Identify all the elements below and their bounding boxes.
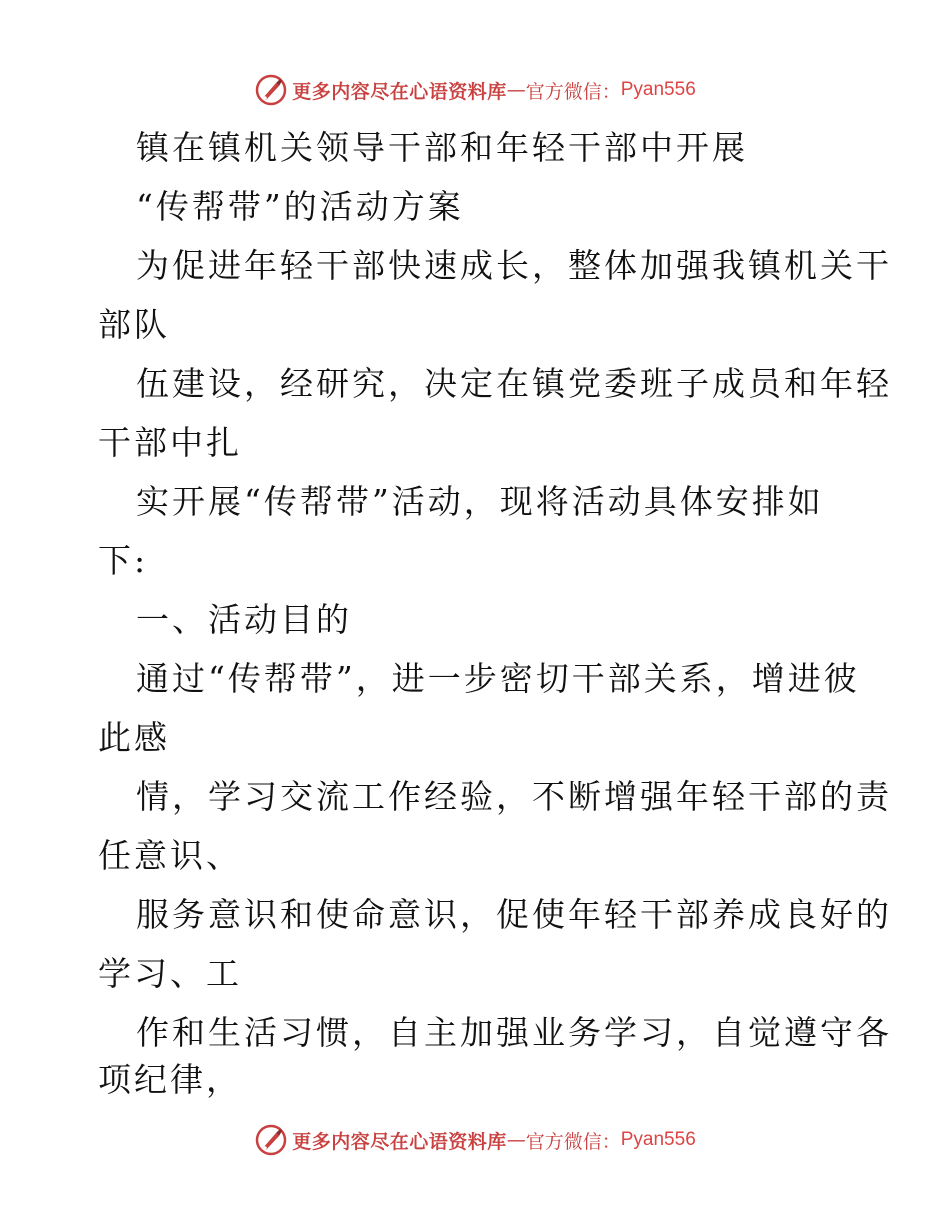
watermark-contact-label: 官方微信： xyxy=(525,1130,621,1153)
watermark-dash: — xyxy=(506,1129,526,1151)
paragraph-line: 学习、工 xyxy=(98,954,242,993)
paragraph-line: 伍建设，经研究，决定在镇党委班子成员和年轻 xyxy=(136,364,892,403)
watermark-footer xyxy=(0,1120,950,1160)
watermark-contact-label: 官方微信： xyxy=(525,80,621,103)
section-heading: 一、活动目的 xyxy=(136,600,352,639)
paragraph-line: 为促进年轻干部快速成长，整体加强我镇机关干 xyxy=(136,246,892,285)
pen-logo-icon xyxy=(254,1123,288,1157)
paragraph-line: 下: xyxy=(98,541,149,580)
paragraph-line: 通过“传帮带”，进一步密切干部关系，增进彼 xyxy=(136,659,860,698)
watermark-dash: — xyxy=(506,79,526,101)
watermark-contact-id: Pyan556 xyxy=(620,1129,696,1150)
paragraph-line: 干部中扎 xyxy=(98,423,242,462)
paragraph-line: 作和生活习惯，自主加强业务学习，自觉遵守各 xyxy=(136,1013,892,1052)
paragraph-line: 实开展“传帮带”活动，现将活动具体安排如 xyxy=(136,482,824,521)
paragraph-line: 部队 xyxy=(98,305,170,344)
paragraph-line: 服务意识和使命意识，促使年轻干部养成良好的 xyxy=(136,895,892,934)
watermark-contact-id: Pyan556 xyxy=(620,79,696,100)
watermark-brand: 更多内容尽在心语资料库 xyxy=(292,80,507,103)
paragraph-line: 项纪律， xyxy=(98,1060,242,1099)
document-title-line-2: “传帮带”的活动方案 xyxy=(136,187,464,226)
document-title-line-1: 镇在镇机关领导干部和年轻干部中开展 xyxy=(136,128,748,167)
watermark-header xyxy=(0,70,950,110)
watermark-brand: 更多内容尽在心语资料库 xyxy=(292,1130,507,1153)
paragraph-line: 任意识、 xyxy=(98,836,242,875)
paragraph-line: 情，学习交流工作经验，不断增强年轻干部的责 xyxy=(136,777,892,816)
paragraph-line: 此感 xyxy=(98,718,170,757)
pen-logo-icon xyxy=(254,73,288,107)
